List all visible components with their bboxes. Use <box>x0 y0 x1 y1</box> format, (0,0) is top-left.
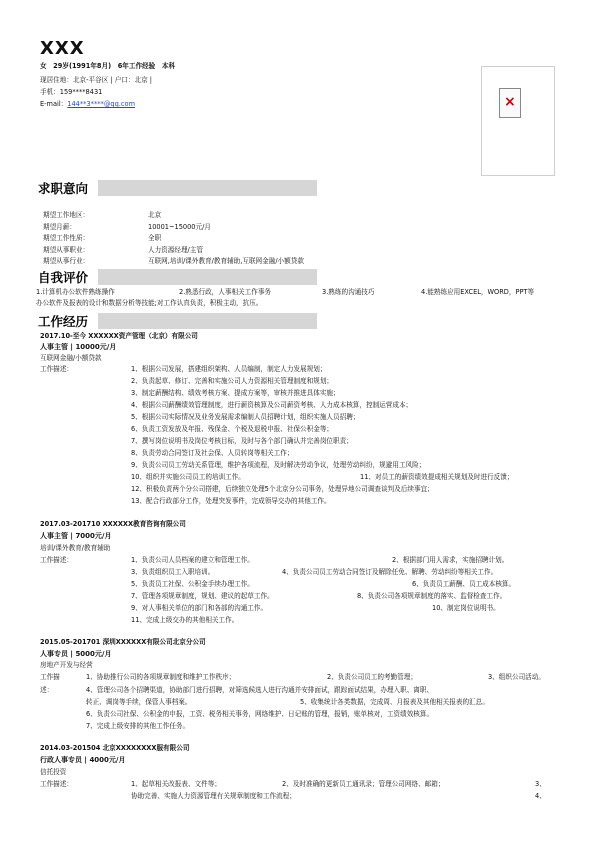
job-1-title-row: 人事主管 | 10000元/月 <box>40 343 117 351</box>
intent-label-industry: 期望从事行业： <box>43 257 90 265</box>
job-3-duty-5: 5、收集统计各类数据，完成周、月报表及其他相关报表的汇总。 <box>300 698 489 706</box>
job-1-industry: 互联网金融/小额贷款 <box>40 354 102 362</box>
job-3-duty-2: 2、负责公司员工的考勤管理； <box>327 673 417 681</box>
job-3-title: 人事专员 <box>40 650 68 658</box>
job-1-period: 2017.10-至今 <box>40 332 86 340</box>
job-4-desc-label: 工作描述： <box>40 780 73 788</box>
job-3-desc-label-b: 述： <box>40 686 54 694</box>
job-3-period: 2015.05-201701 <box>40 638 101 646</box>
evaluation-line-2: 办公软件及报表的设计和数据分析等技能;对工作认真负责，积极主动，抗压。 <box>36 299 263 307</box>
intent-label-occupation: 期望从事职业： <box>43 246 90 254</box>
intent-value-region: 北京 <box>148 211 162 219</box>
job-1-title: 人事主管 <box>40 343 68 351</box>
job-1-duty-8: 8、负责劳动合同签订及社会保、人员转岗等相关工作； <box>131 449 294 457</box>
job-3-desc-label-a: 工作描 <box>40 673 60 681</box>
section-title-intent: 求职意向 <box>38 179 92 197</box>
evaluation-item-1: 1.计算机办公软件熟练操作 <box>36 288 115 296</box>
job-2-duty-8: 8、负责公司各项规章制度的落实、监督检查工作。 <box>357 592 507 600</box>
job-2-title-row: 人事主管 | 7000元/月 <box>40 532 112 540</box>
broken-image-icon <box>499 88 521 118</box>
job-1-duty-1: 1、根据公司发展，搭建组织架构、人员编制，制定人力发展规划； <box>131 365 327 373</box>
job-3-duty-1: 1、协助推行公司的各项规章制度和维护工作秩序； <box>86 673 236 681</box>
job-1-duty-13: 13、配合行政部分工作，处理突发事件，完成领导交办的其他工作。 <box>131 497 331 505</box>
job-2-industry: 培训/课外教育/教育辅助 <box>40 544 111 552</box>
job-2-duty-2: 2、根据部门用人需求，实施招聘计划。 <box>392 556 509 564</box>
job-2-period: 2017.03-201710 <box>40 520 101 528</box>
job-2-duty-1: 1、负责公司人员档案的建立和管理工作。 <box>131 556 254 564</box>
candidate-name: XXX <box>40 38 85 59</box>
job-4-duty-1: 1、起草相关改报表、文件等； <box>131 780 221 788</box>
job-2-title: 人事主管 <box>40 532 68 540</box>
job-2-duty-3: 3、负责组织员工入职培训。 <box>131 568 215 576</box>
job-4-duty-2: 2、及时准确的更新员工通讯录；管理公司网络、邮箱； <box>282 780 445 788</box>
email-link[interactable]: 144**3****@qq.com <box>67 100 135 108</box>
job-3-duty-4: 4、管理公司各个招聘渠道，协助部门进行招聘，对筛选候选人进行沟通并安排面试，跟踪面试结果，办理入职、离职、 <box>86 686 434 694</box>
job-1-duty-9: 9、负责公司员工劳动关系管理，维护各项流程，及时解决劳动争议，处理劳动纠纷，规避用工风险； <box>131 461 426 469</box>
intent-value-industry: 互联网,培训/课外教育/教育辅助,互联网金融/小额贷款 <box>148 257 304 265</box>
job-3-salary: 5000元/月 <box>75 650 112 658</box>
job-4-title-row: 行政人事专员 | 4000元/月 <box>40 756 126 764</box>
broken-image-mark: × <box>504 94 516 110</box>
job-4-duty-3-cont: 协助完善、实施人力资源管理有关规章制度和工作流程； <box>131 792 296 800</box>
job-1-duty-5: 5、根据公司实际情况及业务发展需求编制人员招聘计划，组织实施人员招聘； <box>131 413 360 421</box>
job-3-duty-4-cont: 转正、调岗等手续，保管人事档案。 <box>86 698 192 706</box>
job-1-header <box>40 332 198 341</box>
job-2-duty-7: 7、管理各项规章制度，规划、建议的起草工作。 <box>131 592 274 600</box>
job-3-company: 深圳XXXXXX有限公司北京分公司 <box>102 638 206 646</box>
email-row <box>40 100 135 109</box>
job-2-header <box>40 520 186 529</box>
job-3-header <box>40 638 206 647</box>
job-1-duty-4: 4、根据公司薪酬绩效管理制度，进行薪资核算及公司薪资考核、人力成本核算，控制运营成本； <box>131 401 413 409</box>
job-1-duty-11: 11、对员工的薪资绩效提成相关规划及时进行反馈； <box>360 473 514 481</box>
basic-info: 女 29岁(1991年8月) 6年工作经验 本科 <box>40 62 176 70</box>
section-header-intent <box>36 180 317 196</box>
job-2-duty-5: 5、负责员工社保、公积金手续办理工作。 <box>131 580 254 588</box>
intent-value-occupation: 人力资源经理/主管 <box>148 246 203 254</box>
email-label: E-mail： <box>40 100 68 108</box>
job-4-title: 行政人事专员 <box>40 756 82 764</box>
job-4-duty-4: 4、 <box>535 792 546 800</box>
job-4-company: 北京XXXXXXXX服有限公司 <box>102 744 190 752</box>
job-1-duty-12: 12、积极负责两个分公司搭建，后续独立处理5个北京分公司事务，处理异地公司调查谈判及后续事宜； <box>131 485 434 493</box>
job-1-duty-10: 10、组织并实施公司员工的培训工作。 <box>131 473 245 481</box>
job-1-duty-2: 2、负责起草、修订、完善和实施公司人力资源相关管理制度和规划； <box>131 377 334 385</box>
job-2-company: XXXXXX教育咨询有限公司 <box>102 520 186 528</box>
intent-label-region: 期望工作地区： <box>43 211 90 219</box>
phone-number: 手机：159****8431 <box>40 88 103 96</box>
section-header-evaluation <box>36 269 317 285</box>
job-2-duty-4: 4、负责公司员工劳动合同签订及解除任免、解聘、劳动纠纷等相关工作。 <box>282 568 498 576</box>
job-4-period: 2014.03-201504 <box>40 744 101 752</box>
job-4-header <box>40 744 189 753</box>
profile-photo <box>481 66 555 176</box>
section-title-experience: 工作经历 <box>38 312 92 330</box>
evaluation-item-2: 2.熟悉行政，人事相关工作事务 <box>179 288 272 296</box>
job-3-industry: 房地产开发与经营 <box>40 661 93 669</box>
evaluation-item-4: 4.能熟练应用EXCEL，WORD，PPT等 <box>421 288 535 296</box>
intent-value-salary: 10001~15000元/月 <box>148 223 211 231</box>
intent-label-salary: 期望月薪： <box>43 223 76 231</box>
residence-info: 现居住地：北京-平谷区 | 户口：北京 | <box>40 76 153 84</box>
job-4-duty-3: 3、 <box>535 780 546 788</box>
job-1-salary: 10000元/月 <box>75 343 117 351</box>
job-3-duty-6: 6、负责公司社保、公积金的申报，工资、税务相关事务，网络维护、日记账的管理，报销，账单核对，工资绩效核算。 <box>86 710 434 718</box>
job-2-duty-11: 11、完成上级交办的其他相关工作。 <box>131 616 239 624</box>
job-3-duty-7: 7、完成上级安排的其他工作任务。 <box>86 722 190 730</box>
job-1-desc-label: 工作描述： <box>40 365 73 373</box>
job-1-duty-3: 3、制定薪酬结构、绩效考核方案、提成方案等，审核并推进具体实施； <box>131 389 340 397</box>
job-2-duty-9: 9、对人事相关单位的部门和各部的沟通工作。 <box>131 604 268 612</box>
intent-label-type: 期望工作性质： <box>43 234 90 242</box>
job-4-salary: 4000元/月 <box>89 756 126 764</box>
evaluation-item-3: 3.熟练的沟通技巧 <box>322 288 375 296</box>
job-2-desc-label: 工作描述： <box>40 556 73 564</box>
section-title-evaluation: 自我评价 <box>38 268 92 286</box>
job-3-duty-3: 3、组织公司活动。 <box>488 673 545 681</box>
section-header-experience <box>36 313 317 329</box>
intent-value-type: 全职 <box>148 234 162 242</box>
job-1-duty-6: 6、负责工资发放及年报、残保金、个税及退税申报、社保公积金等； <box>131 425 334 433</box>
job-2-duty-6: 6、负责员工薪酬、员工成本核算。 <box>412 580 516 588</box>
job-1-duty-7: 7、撰写岗位说明书及岗位考核目标，及时与各个部门确认并完善岗位职责； <box>131 437 353 445</box>
job-4-industry: 信托投资 <box>40 768 67 776</box>
job-1-company: XXXXXX资产管理（北京）有限公司 <box>88 332 198 340</box>
job-2-salary: 7000元/月 <box>75 532 112 540</box>
job-2-duty-10: 10、制定岗位说明书。 <box>432 604 500 612</box>
job-3-title-row: 人事专员 | 5000元/月 <box>40 650 112 658</box>
